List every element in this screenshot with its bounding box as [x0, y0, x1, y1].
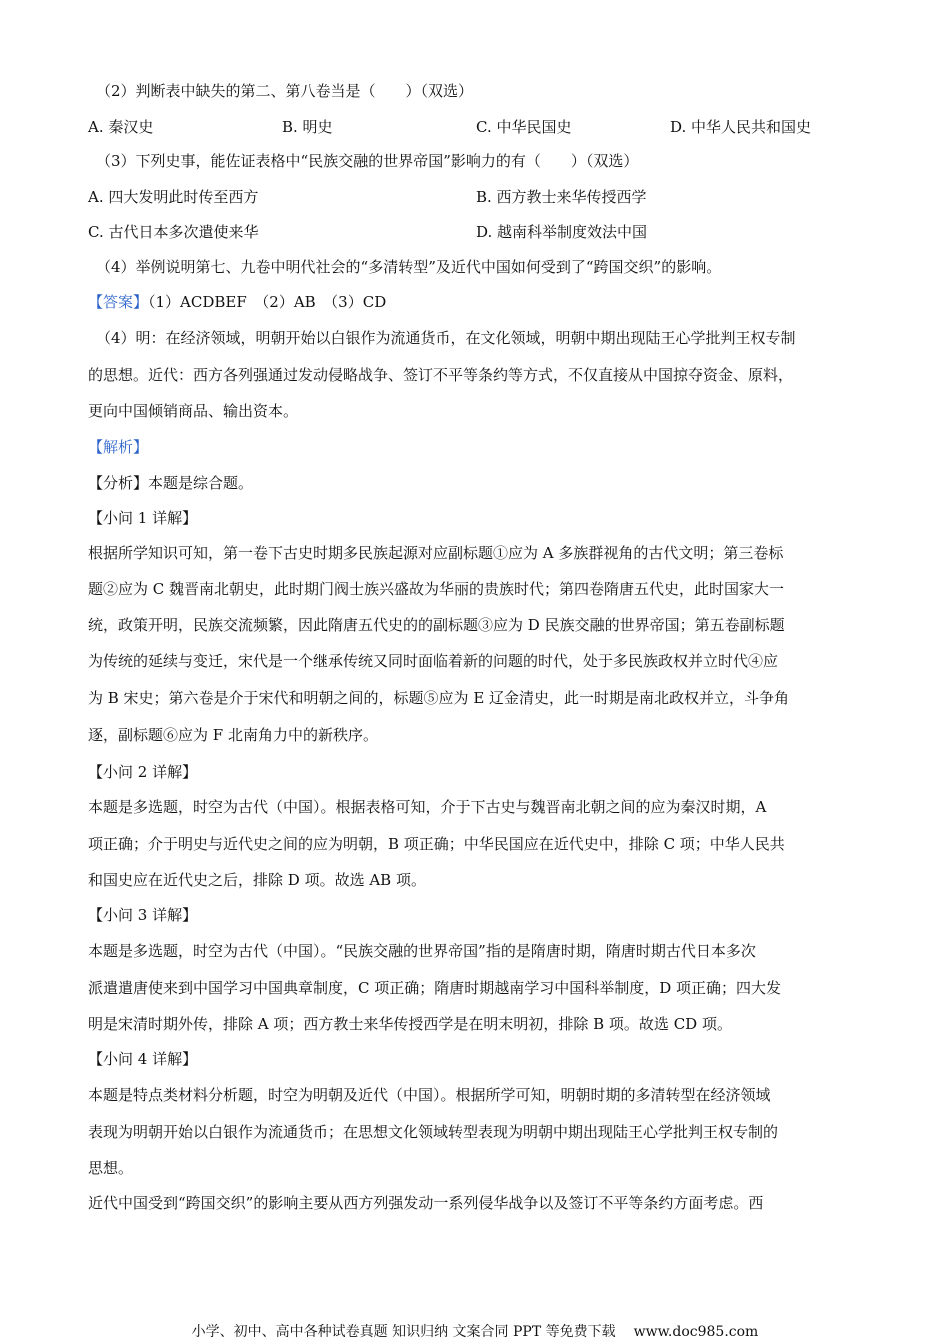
section-3-line: 派遣遣唐使来到中国学习中国典章制度，C 项正确；隋唐时期越南学习中国科举制度，D 项正确；四大发 [88, 979, 782, 997]
analysis-intro: 【分析】本题是综合题。 [88, 474, 254, 492]
q2-option-a: A. 秦汉史 [88, 118, 154, 136]
section-2-title: 【小问 2 详解】 [88, 763, 198, 781]
answer-text-line: （4）明：在经济领域，明朝开始以白银作为流通货币，在文化领域，明朝中期出现陆王心学批判王权专制 [96, 329, 796, 347]
q2-option-d: D. 中华人民共和国史 [670, 118, 812, 136]
q2-options [88, 116, 868, 138]
footer-url[interactable]: www.doc985.com [633, 1324, 759, 1340]
section-4-line: 表现为明朝开始以白银作为流通货币；在思想文化领域转型表现为明朝中期出现陆王心学批判王权专制的 [88, 1123, 779, 1141]
q3-option-d: D. 越南科举制度效法中国 [476, 223, 648, 241]
q3-option-b: B. 西方教士来华传授西学 [476, 188, 647, 206]
q3-option-a: A. 四大发明此时传至西方 [88, 188, 259, 206]
section-1-line: 根据所学知识可知，第一卷下古史时期多民族起源对应副标题①应为 A 多族群视角的古代文明；第三卷标 [88, 544, 784, 562]
section-2-line: 项正确；介于明史与近代史之间的应为明朝，B 项正确；中华民国应在近代史中，排除 C 项；中华人民共 [88, 835, 785, 853]
section-3-line: 本题是多选题，时空为古代（中国）。“民族交融的世界帝国”指的是隋唐时期，隋唐时期古代日本多次 [88, 942, 756, 960]
q3-options-row1 [88, 186, 868, 208]
q4-stem: （4）举例说明第七、九卷中明代社会的“多清转型”及近代中国如何受到了“跨国交织”的影响。 [96, 258, 722, 276]
section-2-line: 和国史应在近代史之后，排除 D 项。故选 AB 项。 [88, 871, 426, 889]
section-4-line: 思想。 [88, 1159, 134, 1177]
answer-text-line: 更向中国倾销商品、输出资本。 [88, 402, 299, 420]
q2-stem: （2）判断表中缺失的第二、第八卷当是（ ）（双选） [96, 82, 474, 100]
section-1-line: 统，政策开明，民族交流频繁，因此隋唐五代史的的副标题③应为 D 民族交融的世界帝国；第五卷副标题 [88, 616, 785, 634]
section-2-line: 本题是多选题，时空为古代（中国）。根据表格可知，介于下古史与魏晋南北朝之间的应为秦汉时期，A [88, 798, 767, 816]
q2-option-c: C. 中华民国史 [476, 118, 572, 136]
answer-label: 【答案】 [88, 293, 149, 311]
section-1-line: 题②应为 C 魏晋南北朝史，此时期门阀士族兴盛故为华丽的贵族时代；第四卷隋唐五代史，此时国家大一 [88, 580, 785, 598]
section-4-line: 近代中国受到“跨国交织”的影响主要从西方列强发动一系列侵华战争以及签订不平等条约方面考虑。西 [88, 1194, 764, 1212]
section-1-line: 为传统的延续与变迁，宋代是一个继承传统又同时面临着新的问题的时代，处于多民族政权并立时代④应 [88, 652, 779, 670]
section-4-title: 【小问 4 详解】 [88, 1050, 198, 1068]
answer-line [88, 291, 868, 313]
answer-short: （1）ACDBEF （2）AB （3）CD [148, 293, 387, 311]
page-footer [0, 1322, 950, 1342]
answer-text-line: 的思想。近代：西方各列强通过发动侵略战争、签订不平等条约等方式，不仅直接从中国掠夺资金、原料， [88, 366, 794, 384]
footer-text: 小学、初中、高中各种试卷真题 知识归纳 文案合同 PPT 等免费下载 [191, 1324, 616, 1340]
section-1-line: 逐，副标题⑥应为 F 北南角力中的新秩序。 [88, 726, 378, 744]
section-1-line: 为 B 宋史；第六卷是介于宋代和明朝之间的，标题⑤应为 E 辽金清史，此一时期是南北政权并立，斗争角 [88, 689, 790, 707]
q3-stem: （3）下列史事，能佐证表格中“民族交融的世界帝国”影响力的有（ ）（双选） [96, 152, 639, 170]
q3-option-c: C. 古代日本多次遣使来华 [88, 223, 259, 241]
q3-options-row2 [88, 221, 868, 243]
section-3-line: 明是宋清时期外传，排除 A 项；西方教士来华传授西学是在明末明初，排除 B 项。故选 CD 项。 [88, 1015, 732, 1033]
analysis-label: 【解析】 [88, 438, 149, 456]
section-4-line: 本题是特点类材料分析题，时空为明朝及近代（中国）。根据所学可知，明朝时期的多清转型在经济领域 [88, 1086, 771, 1104]
section-3-title: 【小问 3 详解】 [88, 906, 198, 924]
q2-option-b: B. 明史 [282, 118, 333, 136]
section-1-title: 【小问 1 详解】 [88, 509, 198, 527]
